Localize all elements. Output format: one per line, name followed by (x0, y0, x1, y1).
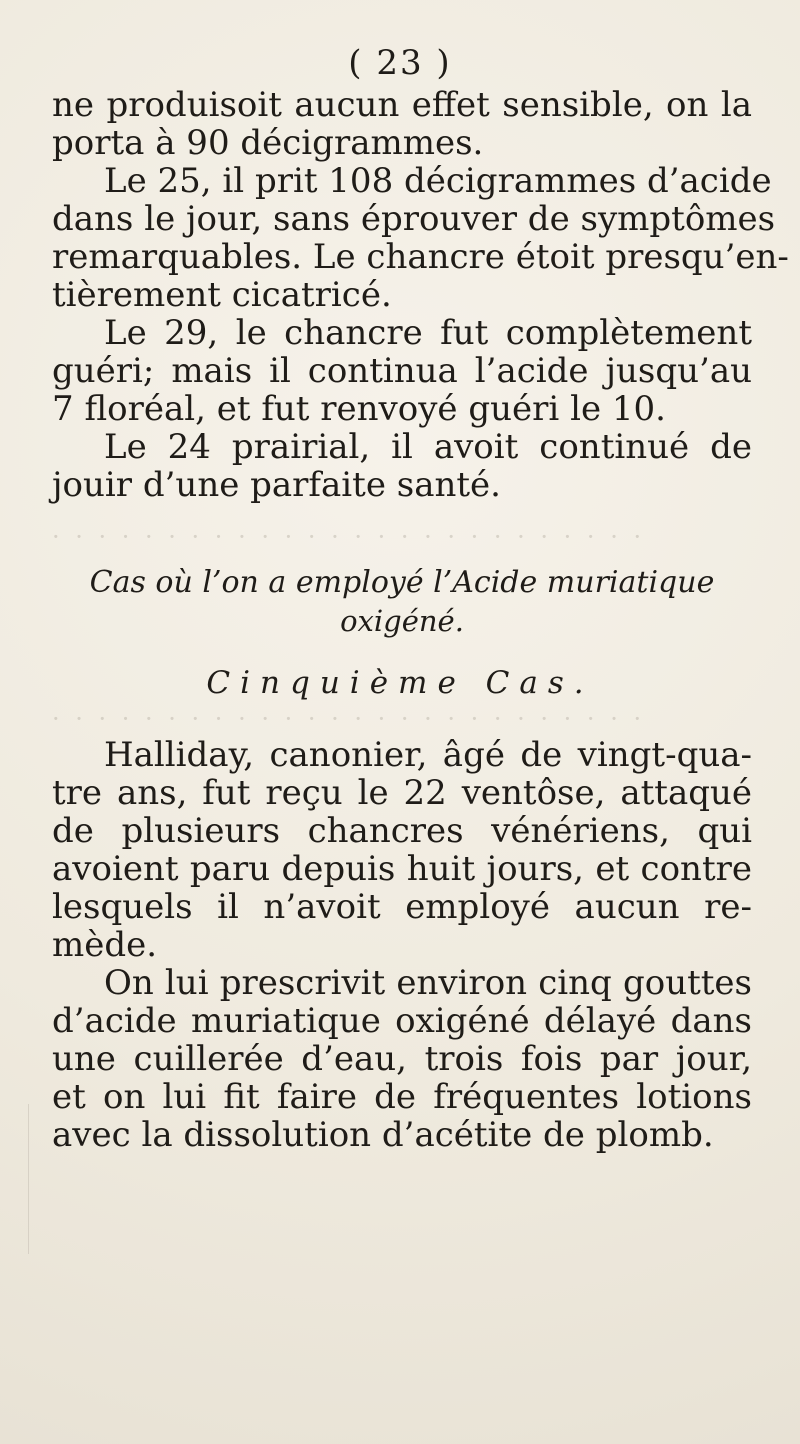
text-line: On lui prescrivit environ cinq gouttes (104, 963, 752, 1003)
text-line: avec la dissolution d’acétite de plomb. (52, 1115, 714, 1155)
text-line: remarquables. Le chancre étoit presqu’en- (52, 237, 789, 277)
text-line: tre ans, fut reçu le 22 ventôse, attaqué (52, 773, 752, 813)
text-line: de plusieurs chancres vénériens, qui (52, 811, 752, 851)
text-line: et on lui fit faire de fréquentes lotions (52, 1077, 752, 1117)
show-through-text: · · · · · · · · · · · · · · · · · · · · · · · · · · (52, 523, 646, 551)
text-line: d’acide muriatique oxigéné délayé dans (52, 1001, 752, 1041)
margin-rule (28, 1104, 29, 1254)
text-line: tièrement cicatricé. (52, 275, 392, 315)
text-line: avoient paru depuis huit jours, et contre (52, 849, 752, 889)
section-heading-line-1: Cas où l’on a employé l’Acide muriatique (89, 565, 715, 600)
text-block-bottom (52, 736, 752, 1154)
text-line: une cuillerée d’eau, trois fois par jour, (52, 1039, 752, 1079)
show-through-text: · · · · · · · · · · · · · · · · · · · · · · · · · · (52, 705, 646, 733)
text-line: lesquels il n’avoit employé aucun re- (52, 887, 752, 927)
text-line: 7 floréal, et fut renvoyé guéri le 10. (52, 389, 666, 429)
text-line: Halliday, canonier, âgé de vingt-qua- (104, 735, 752, 775)
text-line: ne produisoit aucun effet sensible, on la (52, 85, 752, 125)
text-line: Le 24 prairial, il avoit continué de (104, 427, 752, 467)
text-line: guéri; mais il continua l’acide jusqu’au (52, 351, 752, 391)
case-heading: Cinquième Cas. (206, 665, 594, 701)
text-line: dans le jour, sans éprouver de symptômes (52, 199, 776, 239)
text-block-top (52, 85, 789, 505)
text-line: Le 29, le chancre fut complètement (104, 313, 752, 353)
text-line: Le 25, il prit 108 décigrammes d’acide (104, 161, 772, 201)
text-line: mède. (52, 925, 158, 965)
text-line: jouir d’une parfaite santé. (52, 465, 501, 505)
section-heading-line-2: oxigéné. (340, 604, 464, 638)
text-line: porta à 90 décigrammes. (52, 123, 484, 163)
page-number: ( 23 ) (348, 43, 452, 83)
